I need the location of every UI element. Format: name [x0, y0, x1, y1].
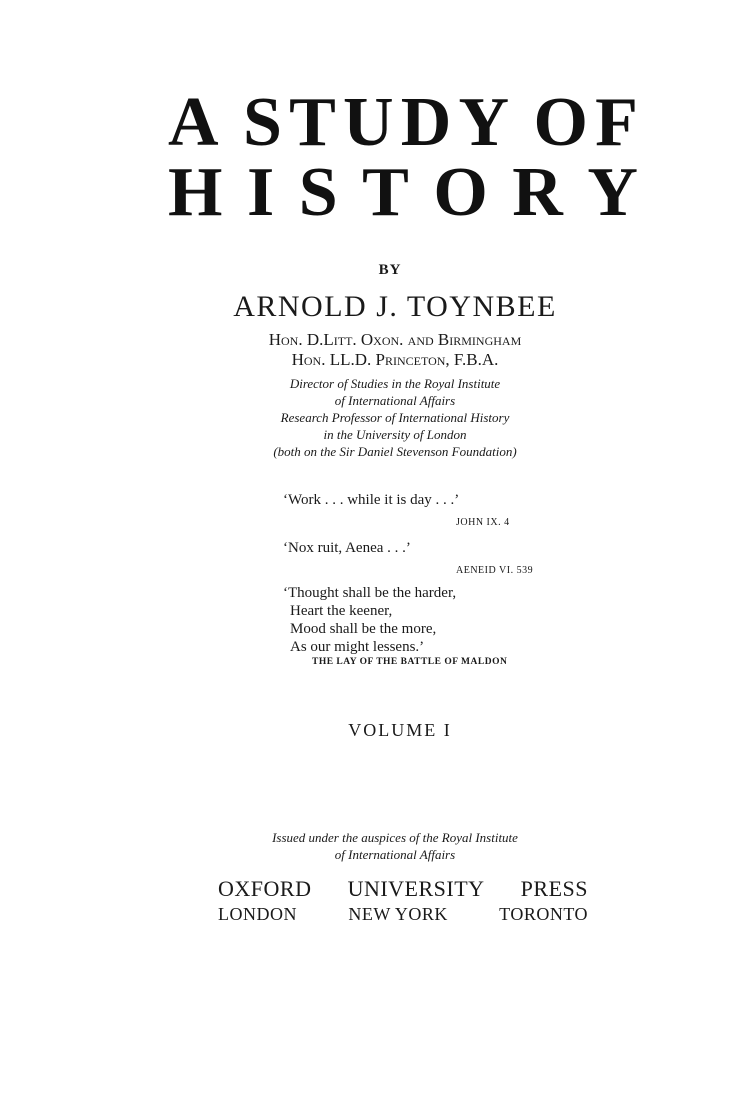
epigraph-2-line: ‘Nox ruit, Aenea . . .’	[283, 540, 411, 556]
degree-line-2: Hon. LL.D. Princeton, F.B.A.	[291, 350, 499, 369]
position-line-2a: Research Professor of International History	[280, 410, 510, 425]
epigraph-1-ref: JOHN IX. 4	[456, 517, 510, 528]
title-letter: T	[362, 154, 409, 231]
publisher-word: UNIVERSITY	[347, 876, 485, 901]
title-letter: O	[433, 154, 488, 231]
position-line-1b: of International Affairs	[334, 393, 456, 408]
publisher-word: PRESS	[520, 876, 588, 901]
publisher-city: TORONTO	[499, 904, 588, 924]
title-letter: Y	[587, 154, 638, 231]
title-letter: S	[298, 154, 338, 231]
issued-line-1: Issued under the auspices of the Royal Institute	[272, 830, 518, 845]
epigraph-1-line: ‘Work . . . while it is day . . .’	[283, 492, 460, 508]
title-letter: H	[168, 154, 223, 231]
volume-label: VOLUME I	[348, 720, 452, 740]
by-label: BY	[378, 262, 402, 278]
epigraph-3-line: Mood shall be the more,	[290, 621, 437, 637]
issued-line-2: of International Affairs	[334, 847, 456, 862]
title-line-1	[168, 84, 638, 161]
publisher-city: LONDON	[218, 904, 297, 924]
title-letter: O	[533, 84, 588, 161]
publisher-cities	[218, 904, 588, 925]
title-letter: F	[595, 84, 638, 161]
publisher-city: NEW YORK	[348, 904, 448, 924]
title-letter: U	[343, 84, 394, 161]
epigraph-3-line: ‘Thought shall be the harder,	[283, 585, 457, 601]
title-letter: I	[246, 154, 275, 231]
author-name: ARNOLD J. TOYNBEE	[233, 290, 557, 323]
degree-line-1: Hon. D.Litt. Oxon. and Birmingham	[268, 330, 522, 349]
position-line-3: (both on the Sir Daniel Stevenson Foundation)	[273, 444, 517, 459]
title-letter: R	[512, 154, 563, 231]
title-letter: A	[168, 84, 219, 161]
title-letter: S	[242, 84, 282, 161]
title-line-2	[168, 154, 638, 231]
title-letter: T	[289, 84, 336, 161]
publisher-name	[218, 876, 588, 902]
epigraph-3-line: As our might lessens.’	[290, 639, 425, 655]
publisher-word: OXFORD	[218, 876, 312, 901]
epigraph-3-line: Heart the keener,	[290, 603, 393, 619]
epigraph-3-ref: THE LAY OF THE BATTLE OF MALDON	[312, 657, 508, 667]
epigraph-2-ref: AENEID VI. 539	[456, 565, 534, 576]
title-letter: Y	[458, 84, 510, 161]
title-letter: D	[400, 84, 452, 161]
position-line-2b: in the University of London	[323, 427, 467, 442]
position-line-1a: Director of Studies in the Royal Institute	[289, 376, 501, 391]
